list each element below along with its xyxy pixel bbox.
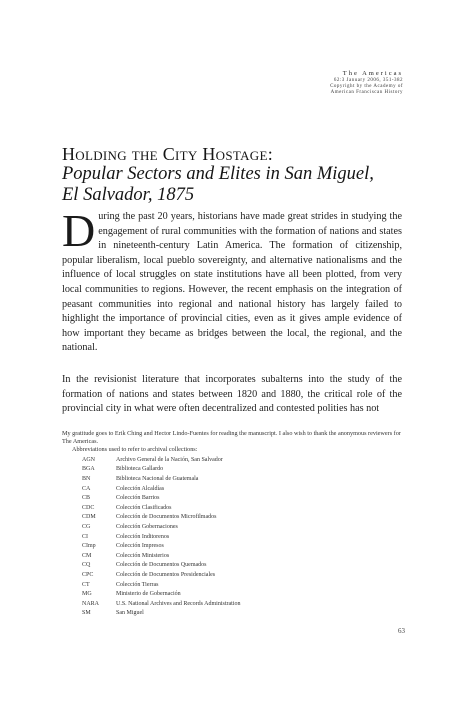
abbreviation-code: CImp	[82, 543, 96, 550]
abbreviation-row	[62, 571, 402, 581]
body-paragraph-1	[62, 205, 402, 356]
drop-cap: D	[62, 205, 96, 256]
abbreviation-code: CI	[82, 533, 88, 540]
abbreviation-code: CM	[82, 552, 92, 559]
abbreviation-description: Colección de Documentos Microfilmados	[116, 514, 217, 521]
abbreviation-description: Colección de Documentos Presidenciales	[116, 571, 216, 578]
title-line-1: Holding the City Hostage:	[62, 144, 273, 164]
abbreviation-row	[62, 533, 402, 543]
journal-name: The Americas	[342, 70, 403, 77]
journal-header	[330, 70, 403, 97]
abbreviation-code: CQ	[82, 562, 91, 569]
abbreviations-list	[62, 456, 402, 619]
abbreviation-description: Colección Inditorenos	[116, 533, 170, 540]
page-number: 63	[398, 627, 405, 635]
abbreviation-row	[62, 581, 402, 591]
footnote-text: My gratitude goes to Erik Ching and Hector Lindo-Fuentes for reading the manuscript. I also wish to thank the anonymous reviewers for The Americas.	[62, 430, 401, 445]
abbreviation-code: NARA	[82, 600, 100, 607]
abbreviation-description: Archivo General de la Nación, San Salvador	[116, 456, 223, 463]
abbreviations-heading: Abbreviations used to refer to archival collections:	[72, 446, 198, 454]
journal-publisher: American Franciscan History	[330, 90, 403, 96]
abbreviation-code: BN	[82, 475, 91, 482]
abbreviation-row	[62, 485, 402, 495]
article-title	[62, 144, 422, 206]
abbreviation-row	[62, 504, 402, 514]
abbreviation-description: Colección Clasificados	[116, 504, 172, 511]
abbreviation-row	[62, 552, 402, 562]
title-line-2: Popular Sectors and Elites in San Miguel,	[62, 164, 374, 184]
title-line-3: El Salvador, 1875	[62, 185, 195, 205]
abbreviation-row	[62, 465, 402, 475]
abbreviation-row	[62, 494, 402, 504]
abbreviation-row	[62, 456, 402, 466]
abbreviation-description: Colección Barrios	[116, 495, 160, 502]
abbreviation-code: MG	[82, 591, 92, 598]
abbreviation-code: CG	[82, 523, 91, 530]
abbreviation-code: CPC	[82, 571, 94, 578]
abbreviation-description: San Miguel	[116, 610, 144, 617]
body-paragraph-2: In the revisionist literature that incorporates subalterns into the study of the formation of nations and states between 1820 and 1880, the critical role of the provincial city in what were often decentralized and contested polities has not	[62, 374, 402, 415]
abbreviation-code: SM	[82, 610, 91, 617]
abbreviation-code: CDM	[82, 514, 96, 521]
abbreviation-description: Ministerio de Gobernación	[116, 591, 181, 598]
abbreviation-description: Biblioteca Nacional de Guatemala	[116, 475, 199, 482]
abbreviation-description: U.S. National Archives and Records Administration	[116, 600, 241, 607]
abbreviation-code: BGA	[82, 466, 95, 473]
abbreviation-description: Colección Tierras	[116, 581, 159, 588]
journal-copyright: Copyright by the Academy of	[330, 84, 403, 90]
abbreviation-row	[62, 609, 402, 619]
abbreviation-row	[62, 542, 402, 552]
abbreviation-description: Biblioteca Gallardo	[116, 466, 164, 473]
abbreviation-code: CDC	[82, 504, 95, 511]
abbreviation-description: Colección Alcaldías	[116, 485, 165, 492]
abbreviation-code: AGN	[82, 456, 95, 463]
abbreviation-code: CT	[82, 581, 90, 588]
abbreviation-description: Colección de Documentos Quemados	[116, 562, 207, 569]
abbreviation-row	[62, 590, 402, 600]
abbreviation-description: Colección Ministerios	[116, 552, 170, 559]
abbreviation-description: Colección Impresos	[116, 543, 164, 550]
abbreviation-row	[62, 475, 402, 485]
abbreviation-code: CB	[82, 495, 91, 502]
abbreviation-row	[62, 561, 402, 571]
journal-volume: 62:3 January 2006, 351-382	[333, 78, 403, 83]
abbreviation-row	[62, 513, 402, 523]
abbreviation-row	[62, 600, 402, 610]
footnote	[62, 430, 402, 619]
abbreviation-row	[62, 523, 402, 533]
abbreviation-code: CA	[82, 485, 91, 492]
paragraph-1-text: uring the past 20 years, historians have made great strides in studying the engagement of rural communities with the formation of nations and states in nineteenth-century Latin America. The formation of citizenship, popular liberalism, local pueblo sovereignty, and alternative nationalisms and the influence of local struggles on state institutions have all been plotted, from very local communities to regions. However, the recent emphasis on the integration of peasant communities into regional and national history has largely failed to highlight the importance of provincial cities, even as it gives ample evidence of how important they became as bridges between the local, the regional, and the national.	[62, 211, 402, 354]
abbreviation-description: Colección Gobernaciones	[116, 523, 178, 530]
